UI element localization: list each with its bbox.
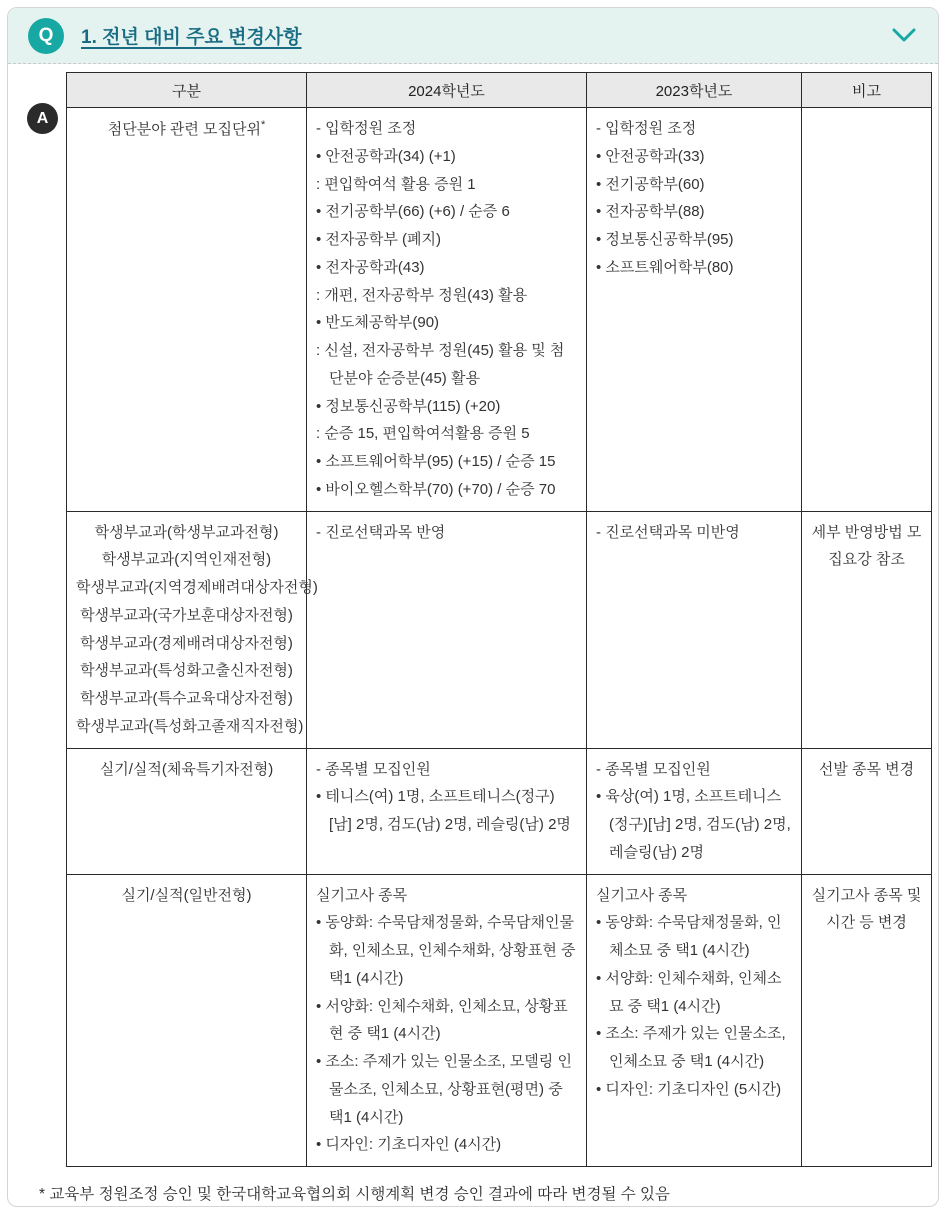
category-line: 학생부교과(국가보훈대상자전형) (80, 606, 293, 624)
year-2023-cell (587, 748, 802, 874)
note-cell (802, 511, 932, 748)
category-line: 학생부교과(특성화고출신자전형) (80, 662, 293, 680)
note-line: 세부 반영방법 모집요강 참조 (811, 523, 922, 569)
category-line: 학생부교과(학생부교과전형) (94, 523, 279, 541)
footnote-marker: * (260, 119, 266, 131)
question-header[interactable] (8, 8, 938, 64)
category-cell (67, 748, 307, 874)
column-header: 2023학년도 (587, 73, 802, 108)
content-line: • 전자공학부(88) (596, 203, 705, 221)
category-cell (67, 874, 307, 1167)
content-line: : 편입학여석 활용 증원 1 (316, 175, 476, 193)
content-line: • 동양화: 수묵담채정물화, 수묵담채인물화, 인체소묘, 인체수채화, 상황표현 중 택1 (4시간) (316, 914, 576, 987)
table-row (67, 874, 932, 1167)
question-title[interactable]: 1. 전년 대비 주요 변경사항 (81, 27, 302, 48)
content-line: 실기고사 종목 (316, 886, 408, 904)
table-row (67, 108, 932, 512)
content-line: - 진로선택과목 반영 (316, 523, 446, 541)
note-cell (802, 108, 932, 512)
content-line: : 신설, 전자공학부 정원(45) 활용 및 첨단분야 순증분(45) 활용 (316, 342, 565, 387)
column-header: 2024학년도 (307, 73, 587, 108)
content-line: • 디자인: 기초디자인 (5시간) (596, 1080, 782, 1098)
content-line: 실기고사 종목 (596, 886, 688, 904)
content-line: • 전기공학부(60) (596, 175, 705, 193)
content-line: • 안전공학과(33) (596, 147, 705, 165)
answer-badge: A (27, 103, 58, 134)
table-row (67, 511, 932, 748)
category-line: 학생부교과(경제배려대상자전형) (80, 634, 293, 652)
year-2023-cell (587, 511, 802, 748)
content-line: • 조소: 주제가 있는 인물소조, 인체소묘 중 택1 (4시간) (596, 1025, 786, 1070)
content-line: - 종목별 모집인원 (316, 760, 431, 778)
content-line: • 정보통신공학부(95) (596, 231, 734, 248)
content-line: • 조소: 주제가 있는 인물소조, 모델링 인물소조, 인체소묘, 상황표현(평면) 중 택1 (4시간) (316, 1053, 572, 1126)
content-line: • 디자인: 기초디자인 (4시간) (316, 1136, 502, 1154)
category-line: 실기/실적(일반전형) (121, 886, 252, 904)
column-header: 구분 (67, 73, 307, 108)
category-line: 실기/실적(체육특기자전형) (99, 760, 274, 778)
content-line: • 테니스(여) 1명, 소프트테니스(정구)[남] 2명, 검도(남) 2명, 레슬링(남) 2명 (316, 788, 571, 833)
chevron-down-icon[interactable] (892, 28, 916, 43)
content-line: • 정보통신공학부(115) (+20) (316, 397, 501, 415)
content-line: • 서양화: 인체수채화, 인체소묘 중 택1 (4시간) (596, 969, 782, 1015)
category-line: 학생부교과(지역인재전형) (101, 551, 272, 569)
year-2024-cell (307, 511, 587, 748)
note-cell (802, 874, 932, 1167)
category-line: 학생부교과(특성화고졸재직자전형) (76, 717, 304, 735)
category-cell (67, 108, 307, 512)
content-line: • 전기공학부(66) (+6) / 순증 6 (316, 203, 510, 221)
content-line: • 전자공학과(43) (316, 258, 425, 276)
content-line: - 입학정원 조정 (316, 120, 417, 137)
content-line: - 진로선택과목 미반영 (596, 523, 740, 541)
year-2023-cell (587, 874, 802, 1167)
footnote: * 교육부 정원조정 승인 및 한국대학교육협의회 시행계획 변경 승인 결과에 따라 변경될 수 있음 (39, 1186, 670, 1203)
question-badge: Q (28, 18, 64, 54)
faq-card (7, 7, 939, 1207)
column-header: 비고 (802, 73, 932, 108)
note-cell (802, 748, 932, 874)
content-line: • 소프트웨어학부(80) (596, 258, 734, 276)
category-line: 학생부교과(특수교육대상자전형) (80, 690, 293, 707)
content-line: • 반도체공학부(90) (316, 314, 440, 332)
year-2023-cell (587, 108, 802, 512)
year-2024-cell (307, 108, 587, 512)
content-line: • 안전공학과(34) (+1) (316, 147, 456, 165)
content-line: : 순증 15, 편입학여석활용 증원 5 (316, 425, 530, 443)
category-cell (67, 511, 318, 748)
content-line: • 바이오헬스학부(70) (+70) / 순증 70 (316, 480, 556, 498)
note-line: 선발 종목 변경 (818, 760, 915, 778)
content-line: - 입학정원 조정 (596, 120, 697, 137)
category-line: 첨단분야 관련 모집단위* (107, 119, 266, 138)
content-line: • 동양화: 수묵담채정물화, 인체소묘 중 택1 (4시간) (596, 914, 782, 959)
content-line: : 개편, 전자공학부 정원(43) 활용 (316, 286, 528, 304)
category-line: 학생부교과(지역경제배려대상자전형) (76, 579, 318, 596)
year-2024-cell (307, 874, 587, 1167)
note-line: 실기고사 종목 및 시간 등 변경 (811, 886, 922, 932)
answer-body (8, 64, 938, 1204)
table-header-row (67, 73, 932, 108)
content-line: • 육상(여) 1명, 소프트테니스(정구)[남] 2명, 검도(남) 2명, 레슬링(남) 2명 (596, 788, 791, 861)
content-line: • 전자공학부 (폐지) (316, 231, 442, 248)
table-row (67, 748, 932, 874)
content-line: • 소프트웨어학부(95) (+15) / 순증 15 (316, 453, 556, 470)
year-2024-cell (307, 748, 587, 874)
changes-table (66, 72, 932, 1167)
content-line: - 종목별 모집인원 (596, 760, 711, 778)
content-line: • 서양화: 인체수채화, 인체소묘, 상황표현 중 택1 (4시간) (316, 997, 568, 1043)
